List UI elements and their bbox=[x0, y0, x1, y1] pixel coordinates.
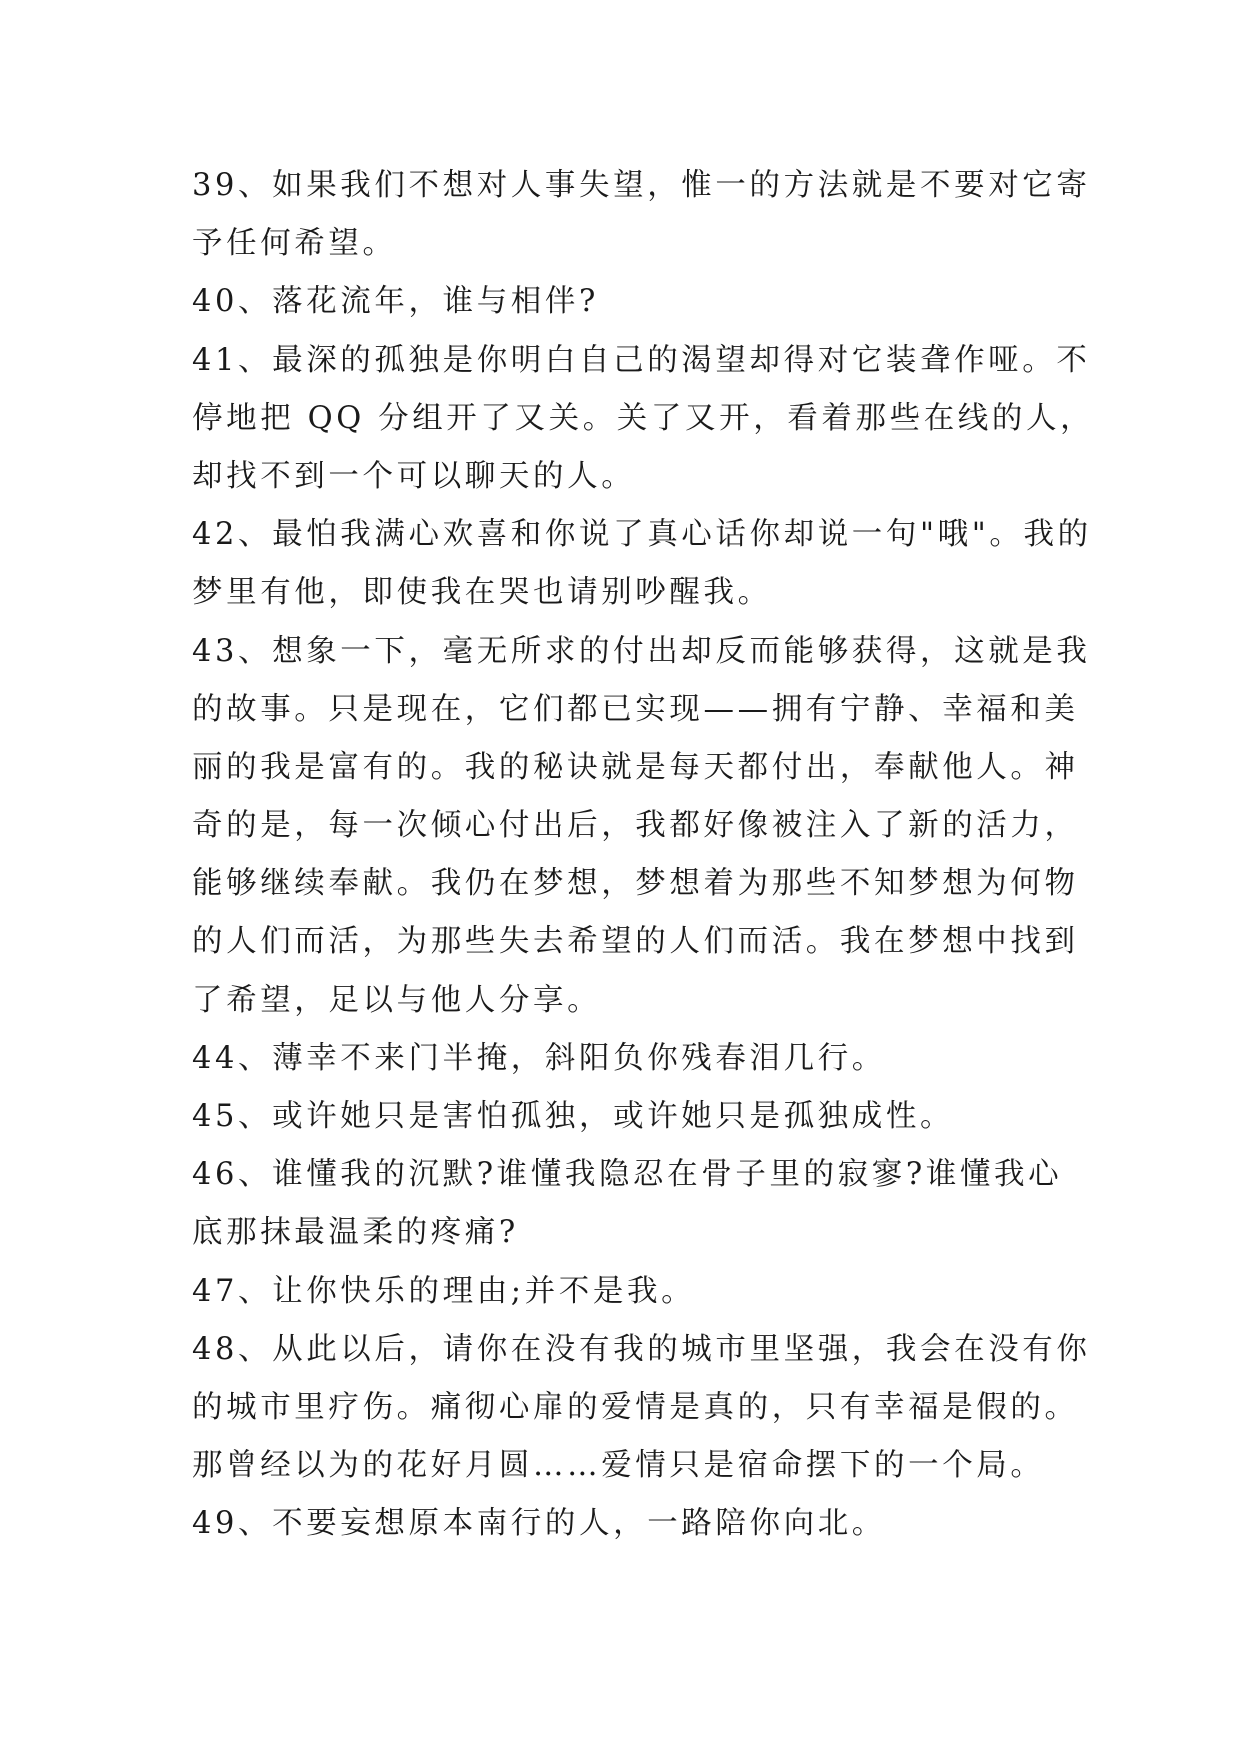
text-line-16: 44、薄幸不来门半掩，斜阳负你残春泪几行。 bbox=[192, 1040, 886, 1076]
text-line-9: 43、想象一下，毫无所求的付出却反而能够获得，这就是我 bbox=[192, 633, 1091, 669]
text-line-6: 却找不到一个可以聊天的人。 bbox=[192, 458, 636, 494]
text-line-20: 47、让你快乐的理由;并不是我。 bbox=[192, 1273, 696, 1309]
text-line-11: 丽的我是富有的。我的秘诀就是每天都付出，奉献他人。神 bbox=[192, 749, 1079, 785]
text-line-22: 的城市里疗伤。痛彻心扉的爱情是真的，只有幸福是假的。 bbox=[192, 1389, 1079, 1425]
text-line-2: 予任何希望。 bbox=[192, 226, 397, 262]
text-line-7: 42、最怕我满心欢喜和你说了真心话你却说一句"哦"。我的 bbox=[192, 517, 1092, 553]
text-line-17: 45、或许她只是害怕孤独，或许她只是孤独成性。 bbox=[192, 1099, 955, 1134]
text-line-1: 39、如果我们不想对人事失望，惟一的方法就是不要对它寄 bbox=[192, 168, 1091, 203]
text-line-10: 的故事。只是现在，它们都已实现——拥有宁静、幸福和美 bbox=[192, 691, 1079, 727]
text-line-8: 梦里有他，即使我在哭也请别吵醒我。 bbox=[192, 575, 772, 611]
text-line-4: 41、最深的孤独是你明白自己的渴望却得对它装聋作哑。不 bbox=[192, 342, 1091, 378]
text-line-13: 能够继续奉献。我仍在梦想，梦想着为那些不知梦想为何物 bbox=[192, 866, 1079, 902]
text-line-12: 奇的是，每一次倾心付出后，我都好像被注入了新的活力， bbox=[192, 808, 1079, 844]
text-line-3: 40、落花流年，谁与相伴? bbox=[192, 284, 599, 320]
text-line-5: 停地把 QQ 分组开了又关。关了又开，看着那些在线的人， bbox=[192, 400, 1095, 436]
text-line-19: 底那抹最温柔的疼痛? bbox=[192, 1215, 519, 1251]
text-line-21: 48、从此以后，请你在没有我的城市里坚强，我会在没有你 bbox=[192, 1331, 1091, 1367]
text-line-23: 那曾经以为的花好月圆……爱情只是宿命摆下的一个局。 bbox=[192, 1448, 1045, 1484]
text-line-18: 46、谁懂我的沉默?谁懂我隐忍在骨子里的寂寥?谁懂我心 bbox=[192, 1157, 1063, 1193]
text-line-14: 的人们而活，为那些失去希望的人们而活。我在梦想中找到 bbox=[192, 924, 1079, 960]
document-body bbox=[192, 157, 1095, 1554]
text-line-15: 了希望，足以与他人分享。 bbox=[192, 982, 602, 1018]
text-line-24: 49、不要妄想原本南行的人，一路陪你向北。 bbox=[192, 1506, 886, 1542]
